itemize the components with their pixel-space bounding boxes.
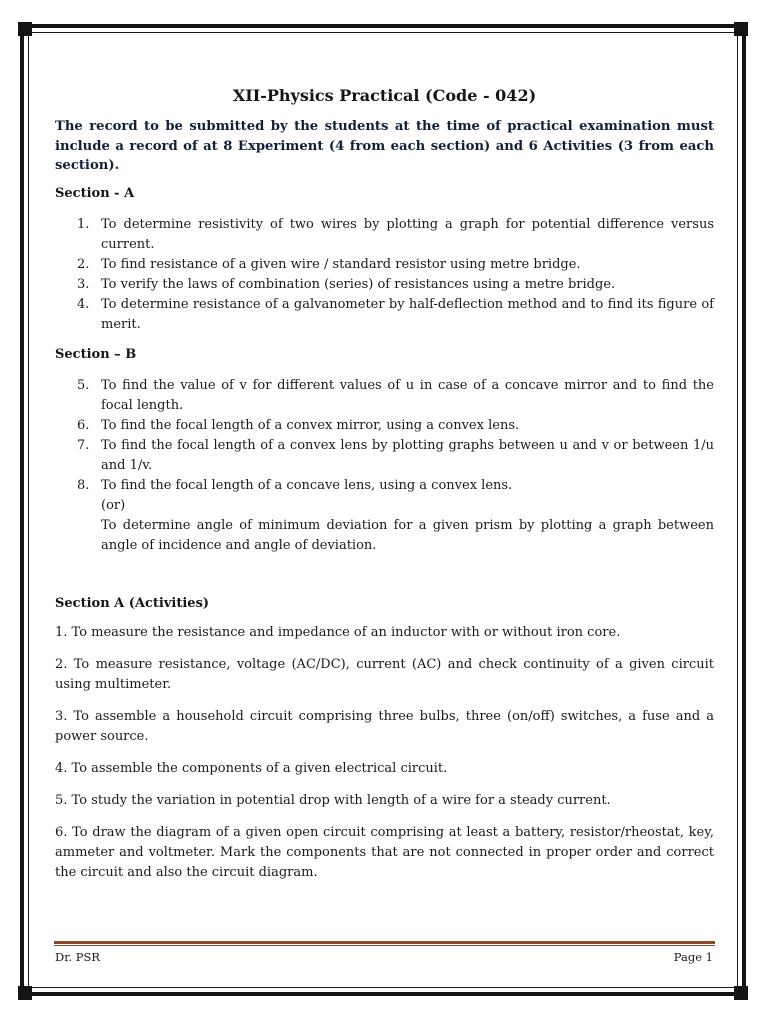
activities-heading: Section A (Activities) [55,595,210,611]
list-item [55,416,714,436]
section-b-heading: Section – B [55,346,137,362]
item-number: 3. [77,276,90,292]
item-number: 6. [77,417,90,433]
activity-item: 4. To assemble the components of a given electrical circuit. [55,760,448,776]
activity-item: 1. To measure the resistance and impedance of an inductor with or without iron core. [55,624,621,640]
footer-divider [54,941,715,944]
intro-paragraph: The record to be submitted by the students at the time of practical examination must include a record of at 8 Experiment (4 from each section) and 6 Activities (3 from each section). [55,119,714,173]
activity-item: 2. To measure resistance, voltage (AC/DC), current (AC) and check continuity of a given circuit using multimeter. [55,656,714,692]
document-body [55,86,714,895]
activity-item: 3. To assemble a household circuit comprising three bulbs, three (on/off) switches, a fuse and a power source. [55,708,714,744]
list-item [55,275,714,295]
item-number: 8. [77,477,90,493]
item-text: To determine resistivity of two wires by plotting a graph for potential difference versus current. [101,216,714,252]
list-item [55,215,714,255]
item-text: To find the value of v for different values of u in case of a concave mirror and to find the focal length. [101,377,714,413]
or-label: (or) [101,497,126,513]
section-a-heading: Section - A [55,185,135,201]
list-item [55,295,714,335]
alternative-text: To determine angle of minimum deviation for a given prism by plotting a graph between angle of incidence and angle of deviation. [101,517,714,553]
section-b-list [55,376,714,556]
activity-item: 5. To study the variation in potential drop with length of a wire for a steady current. [55,792,611,808]
item-number: 5. [77,377,90,393]
footer-divider [54,945,715,946]
footer-author: Dr. PSR [55,950,101,964]
list-item [55,476,714,556]
list-item [55,436,714,476]
list-item [55,255,714,275]
footer-page-number: Page 1 [673,950,713,964]
border-corner [18,22,32,36]
activity-item: 6. To draw the diagram of a given open circuit comprising at least a battery, resistor/rheostat, key, ammeter and voltmeter. Mark the components that are not connected in proper order and correct the circuit and also the circuit diagram. [55,824,714,880]
item-number: 1. [77,216,90,232]
item-number: 7. [77,437,90,453]
item-text: To find the focal length of a concave lens, using a convex lens. [101,477,513,493]
page-title: XII-Physics Practical (Code - 042) [232,86,537,105]
section-a-list [55,215,714,335]
item-number: 2. [77,256,90,272]
list-item [55,376,714,416]
item-text: To verify the laws of combination (series) of resistances using a metre bridge. [101,276,616,292]
item-number: 4. [77,296,90,312]
item-text: To find resistance of a given wire / standard resistor using metre bridge. [101,256,581,272]
item-text: To find the focal length of a convex lens by plotting graphs between u and v or between 1/u and 1/v. [101,437,714,473]
item-text: To determine resistance of a galvanometer by half-deflection method and to find its figure of merit. [101,296,714,332]
item-text: To find the focal length of a convex mirror, using a convex lens. [101,417,520,433]
border-corner [734,986,748,1000]
border-corner [734,22,748,36]
border-corner [18,986,32,1000]
